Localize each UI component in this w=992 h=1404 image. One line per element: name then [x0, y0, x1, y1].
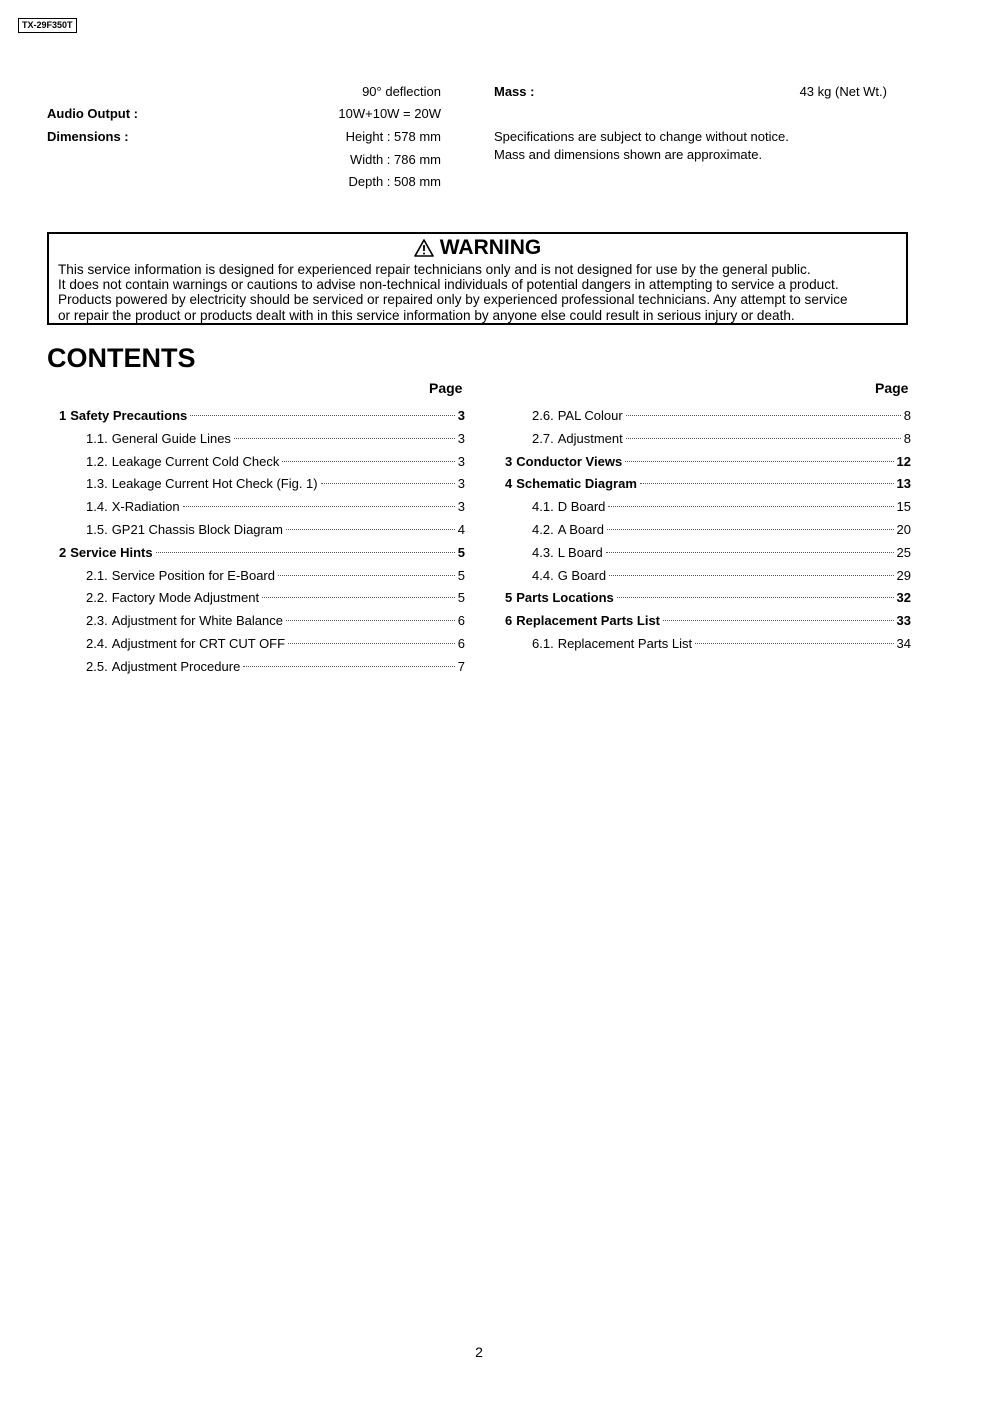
toc-entry[interactable]	[505, 542, 911, 565]
warning-title: WARNING	[439, 236, 542, 259]
spec-note-change: Specifications are subject to change without notice.	[494, 129, 789, 144]
warning-triangle-icon	[414, 239, 434, 257]
toc-entry-number: 4.2.	[532, 521, 554, 537]
toc-entry-number: 6	[505, 613, 513, 629]
toc-dot-leader	[183, 506, 455, 507]
toc-entry-number: 4.3.	[532, 544, 554, 560]
toc-entry-number: 4.1.	[532, 499, 554, 515]
page-column-heading-left: Page	[429, 380, 463, 396]
warning-line: This service information is designed for experienced repair technicians only and is not designed for use by the general public.	[58, 262, 811, 277]
spec-width: Width : 786 mm	[349, 152, 441, 167]
spec-deflection: 90° deflection	[362, 84, 441, 99]
toc-entry[interactable]	[505, 587, 911, 610]
toc-entry-title: G Board	[557, 567, 607, 583]
toc-entry-page: 13	[896, 476, 911, 492]
toc-entry[interactable]	[505, 565, 911, 588]
spec-dimensions-label: Dimensions :	[47, 129, 129, 144]
spec-mass-label: Mass :	[494, 84, 535, 99]
toc-dot-leader	[607, 529, 894, 530]
toc-entry-title: Schematic Diagram	[516, 476, 637, 492]
warning-line: Products powered by electricity should be serviced or repaired only by experienced professional technicians. Any attempt to service	[58, 292, 848, 308]
toc-entry-number: 5	[505, 590, 513, 606]
toc-entry-page: 3	[457, 408, 465, 423]
toc-entry-title: Parts Locations	[516, 590, 614, 606]
toc-dot-leader	[663, 620, 894, 621]
toc-entry[interactable]	[59, 610, 465, 633]
toc-entry[interactable]	[505, 519, 911, 542]
spec-audio-output-label: Audio Output :	[47, 106, 138, 121]
toc-entry[interactable]	[505, 473, 911, 496]
toc-entry-number: 2.1.	[86, 567, 108, 583]
toc-entry-number: 2.6.	[532, 408, 554, 423]
toc-dot-leader	[286, 529, 455, 530]
toc-dot-leader	[234, 438, 455, 439]
toc-entry-title: A Board	[557, 521, 604, 537]
toc-entry-title: General Guide Lines	[111, 430, 231, 446]
toc-entry[interactable]	[59, 496, 465, 519]
toc-entry-title: Adjustment for CRT CUT OFF	[111, 635, 286, 651]
toc-entry-number: 2	[59, 544, 67, 560]
toc-entry[interactable]	[59, 633, 465, 656]
toc-entry-page: 29	[896, 567, 911, 583]
model-tag: TX-29F350T	[18, 18, 77, 33]
page-number: 2	[475, 1344, 483, 1360]
toc-entry-number: 1.2.	[86, 453, 108, 469]
toc-entry[interactable]	[505, 405, 911, 428]
toc-dot-leader	[626, 415, 901, 416]
toc-entry[interactable]	[59, 542, 465, 565]
toc-entry[interactable]	[505, 633, 911, 656]
toc-entry-number: 1	[59, 408, 67, 423]
toc-entry-page: 3	[457, 430, 465, 446]
toc-entry-page: 3	[457, 476, 465, 492]
toc-entry-number: 2.7.	[532, 430, 554, 446]
toc-dot-leader	[288, 643, 455, 644]
toc-dot-leader	[282, 461, 454, 462]
toc-entry-page: 6	[457, 613, 465, 629]
toc-dot-leader	[262, 597, 455, 598]
toc-entry-title: Leakage Current Hot Check (Fig. 1)	[111, 476, 318, 492]
toc-entry-page: 4	[457, 521, 465, 537]
toc-entry-page: 20	[896, 521, 911, 537]
toc-dot-leader	[606, 552, 894, 553]
toc-dot-leader	[243, 666, 454, 667]
warning-line: It does not contain warnings or cautions to advise non-technical individuals of potential dangers in attempting to service a product.	[58, 277, 839, 293]
toc-entry-title: Leakage Current Cold Check	[111, 453, 280, 469]
toc-entry-page: 12	[896, 453, 911, 469]
toc-dot-leader	[321, 483, 455, 484]
toc-entry-page: 5	[457, 567, 465, 583]
warning-box	[47, 232, 908, 325]
toc-entry[interactable]	[505, 610, 911, 633]
page-column-heading-right: Page	[875, 380, 909, 396]
toc-entry-number: 1.1.	[86, 430, 108, 446]
toc-dot-leader	[286, 620, 455, 621]
toc-entry-page: 3	[457, 499, 465, 515]
toc-entry-title: Adjustment	[557, 430, 623, 446]
toc-entry-page: 5	[457, 590, 465, 606]
toc-entry[interactable]	[505, 496, 911, 519]
toc-dot-leader	[617, 597, 894, 598]
toc-right-column	[505, 405, 911, 656]
toc-entry[interactable]	[59, 565, 465, 588]
toc-entry-title: Service Hints	[70, 544, 153, 560]
toc-entry-page: 34	[896, 635, 911, 651]
toc-dot-leader	[640, 483, 894, 484]
toc-dot-leader	[278, 575, 455, 576]
toc-entry-number: 4	[505, 476, 513, 492]
toc-entry-title: Factory Mode Adjustment	[111, 590, 260, 606]
toc-dot-leader	[625, 461, 893, 462]
toc-entry-page: 6	[457, 635, 465, 651]
toc-entry[interactable]	[59, 587, 465, 610]
toc-entry-number: 4.4.	[532, 567, 554, 583]
toc-entry-title: L Board	[557, 544, 603, 560]
contents-title: CONTENTS	[47, 343, 196, 373]
toc-entry-number: 6.1.	[532, 635, 554, 651]
toc-entry-title: PAL Colour	[557, 408, 623, 423]
spec-note-approximate: Mass and dimensions shown are approximate.	[494, 147, 763, 162]
toc-dot-leader	[156, 552, 455, 553]
toc-entry-number: 2.2.	[86, 590, 108, 606]
warning-line: or repair the product or products dealt with in this service information by anyone else could result in serious injury or death.	[58, 307, 795, 323]
toc-entry-number: 1.3.	[86, 476, 108, 492]
toc-dot-leader	[609, 575, 893, 576]
toc-entry-title: Adjustment Procedure	[111, 658, 241, 674]
toc-dot-leader	[190, 415, 454, 416]
toc-entry-page: 5	[457, 544, 465, 560]
toc-entry[interactable]	[59, 451, 465, 474]
toc-entry[interactable]	[59, 656, 465, 679]
toc-entry-title: Safety Precautions	[70, 408, 188, 423]
toc-entry-page: 15	[896, 499, 911, 515]
toc-entry-page: 8	[903, 408, 911, 423]
toc-entry-title: X-Radiation	[111, 499, 180, 515]
toc-entry-title: D Board	[557, 499, 606, 515]
toc-entry[interactable]	[59, 519, 465, 542]
toc-entry[interactable]	[505, 451, 911, 474]
toc-entry-page: 33	[896, 613, 911, 629]
toc-entry-title: Replacement Parts List	[557, 635, 693, 651]
toc-entry-page: 8	[903, 430, 911, 446]
spec-depth: Depth : 508 mm	[348, 174, 441, 189]
toc-entry-title: Replacement Parts List	[516, 613, 661, 629]
warning-text	[58, 262, 900, 323]
toc-entry-title: GP21 Chassis Block Diagram	[111, 521, 283, 537]
toc-entry-page: 32	[896, 590, 911, 606]
toc-entry-number: 1.5.	[86, 521, 108, 537]
toc-entry-number: 3	[505, 453, 513, 469]
toc-entry-page: 3	[457, 453, 465, 469]
toc-entry-page: 7	[457, 658, 465, 674]
toc-entry-number: 1.4.	[86, 499, 108, 515]
warning-heading	[49, 236, 906, 260]
toc-left-column	[59, 405, 465, 679]
toc-entry-page: 25	[896, 544, 911, 560]
toc-entry-number: 2.4.	[86, 635, 108, 651]
toc-dot-leader	[608, 506, 893, 507]
toc-dot-leader	[695, 643, 893, 644]
toc-entry[interactable]	[59, 428, 465, 451]
toc-entry-number: 2.3.	[86, 613, 108, 629]
toc-entry-title: Conductor Views	[516, 453, 623, 469]
toc-entry-number: 2.5.	[86, 658, 108, 674]
toc-entry-title: Service Position for E-Board	[111, 567, 275, 583]
toc-entry[interactable]	[59, 405, 465, 428]
toc-entry-title: Adjustment for White Balance	[111, 613, 283, 629]
toc-entry[interactable]	[59, 473, 465, 496]
spec-mass-value: 43 kg (Net Wt.)	[799, 84, 887, 99]
toc-dot-leader	[626, 438, 901, 439]
spec-height: Height : 578 mm	[345, 129, 441, 144]
toc-entry[interactable]	[505, 428, 911, 451]
spec-audio-output-value: 10W+10W = 20W	[338, 106, 441, 121]
